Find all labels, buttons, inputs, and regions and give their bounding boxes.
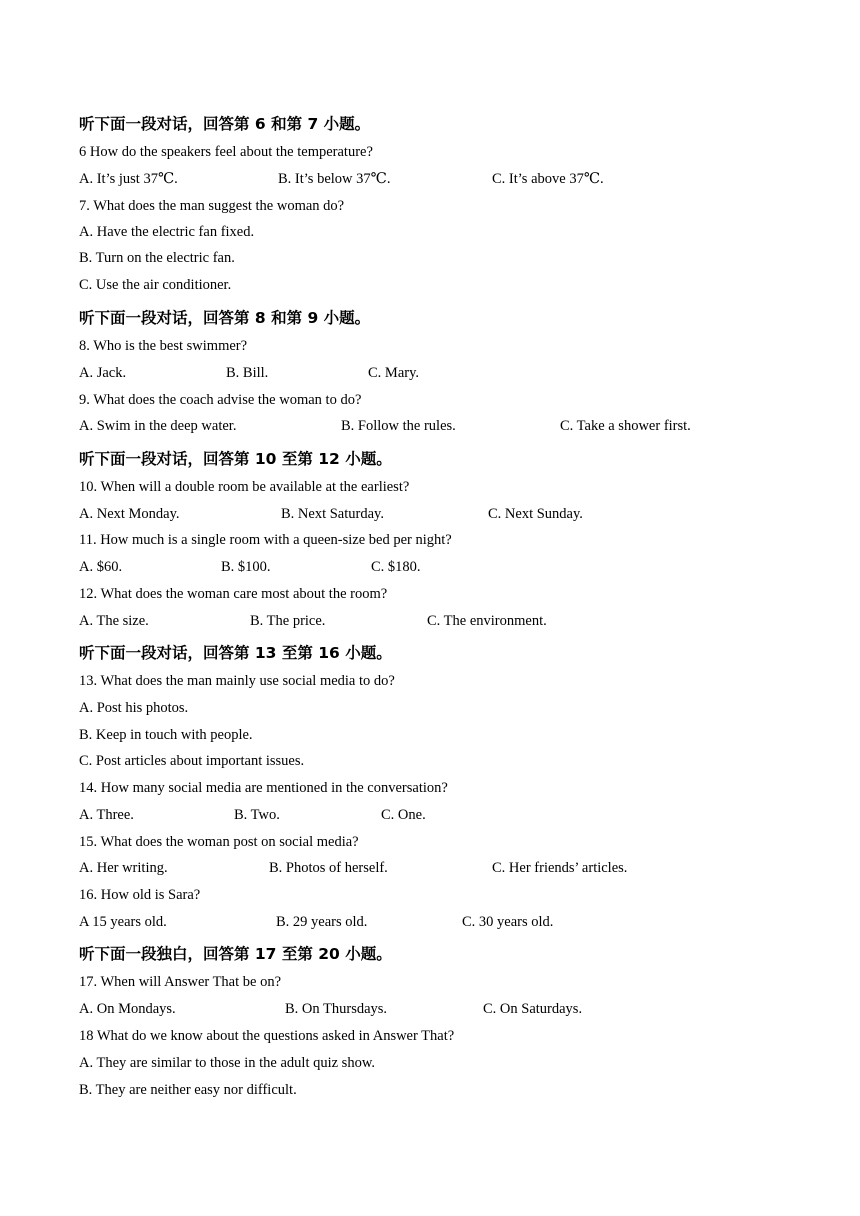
option-b: B. Two. <box>234 807 280 823</box>
question-text: 16. How old is Sara? <box>79 887 201 903</box>
question-text: 10. When will a double room be available at the earliest? <box>79 479 410 495</box>
option-c: C. $180. <box>371 559 421 575</box>
question-text: 9. What does the coach advise the woman to do? <box>79 392 362 408</box>
option-a: A. Her writing. <box>79 860 168 876</box>
option-c: C. 30 years old. <box>462 914 554 930</box>
option-b: B. $100. <box>221 559 271 575</box>
option-c: C. Mary. <box>368 365 420 381</box>
question-text: 7. What does the man suggest the woman do? <box>79 198 345 214</box>
option-b: B. Turn on the electric fan. <box>79 250 235 266</box>
question-text: 14. How many social media are mentioned in the conversation? <box>79 780 448 796</box>
option-b: B. The price. <box>250 613 326 629</box>
option-a: A. Have the electric fan fixed. <box>79 224 255 240</box>
option-b: B. On Thursdays. <box>285 1001 388 1017</box>
option-b: B. Photos of herself. <box>269 860 388 876</box>
option-c: C. It’s above 37℃. <box>492 171 604 187</box>
option-a: A. Next Monday. <box>79 506 180 522</box>
question-text: 12. What does the woman care most about the room? <box>79 586 388 602</box>
section-heading: 听下面一段独白，回答第 17 至第 20 小题。 <box>79 945 392 963</box>
option-a: A. It’s just 37℃. <box>79 171 178 187</box>
option-b: B. They are neither easy nor difficult. <box>79 1082 297 1098</box>
option-a: A 15 years old. <box>79 914 167 930</box>
option-c: C. Post articles about important issues. <box>79 753 305 769</box>
question-text: 13. What does the man mainly use social media to do? <box>79 673 395 689</box>
option-c: C. On Saturdays. <box>483 1001 583 1017</box>
option-a: A. Three. <box>79 807 134 823</box>
option-a: A. They are similar to those in the adult quiz show. <box>79 1055 375 1071</box>
section-heading: 听下面一段对话，回答第 8 和第 9 小题。 <box>79 309 371 327</box>
option-b: B. Follow the rules. <box>341 418 456 434</box>
option-c: C. Next Sunday. <box>488 506 583 522</box>
option-b: B. Next Saturday. <box>281 506 384 522</box>
option-c: C. Use the air conditioner. <box>79 277 232 293</box>
option-a: A. The size. <box>79 613 149 629</box>
option-b: B. 29 years old. <box>276 914 368 930</box>
option-c: C. One. <box>381 807 426 823</box>
question-text: 18 What do we know about the questions asked in Answer That? <box>79 1028 455 1044</box>
option-b: B. Bill. <box>226 365 269 381</box>
option-a: A. Jack. <box>79 365 127 381</box>
section-heading: 听下面一段对话，回答第 6 和第 7 小题。 <box>79 115 371 133</box>
question-text: 15. What does the woman post on social media? <box>79 834 359 850</box>
question-text: 6 How do the speakers feel about the temperature? <box>79 144 373 160</box>
section-heading: 听下面一段对话，回答第 13 至第 16 小题。 <box>79 644 392 662</box>
option-c: C. Take a shower first. <box>560 418 691 434</box>
option-b: B. It’s below 37℃. <box>278 171 391 187</box>
question-text: 11. How much is a single room with a queen-size bed per night? <box>79 532 452 548</box>
question-text: 8. Who is the best swimmer? <box>79 338 248 354</box>
option-a: A. Swim in the deep water. <box>79 418 237 434</box>
option-c: C. The environment. <box>427 613 547 629</box>
question-text: 17. When will Answer That be on? <box>79 974 282 990</box>
section-heading: 听下面一段对话，回答第 10 至第 12 小题。 <box>79 450 392 468</box>
option-b: B. Keep in touch with people. <box>79 727 253 743</box>
option-c: C. Her friends’ articles. <box>492 860 628 876</box>
option-a: A. Post his photos. <box>79 700 189 716</box>
option-a: A. On Mondays. <box>79 1001 176 1017</box>
option-a: A. $60. <box>79 559 123 575</box>
